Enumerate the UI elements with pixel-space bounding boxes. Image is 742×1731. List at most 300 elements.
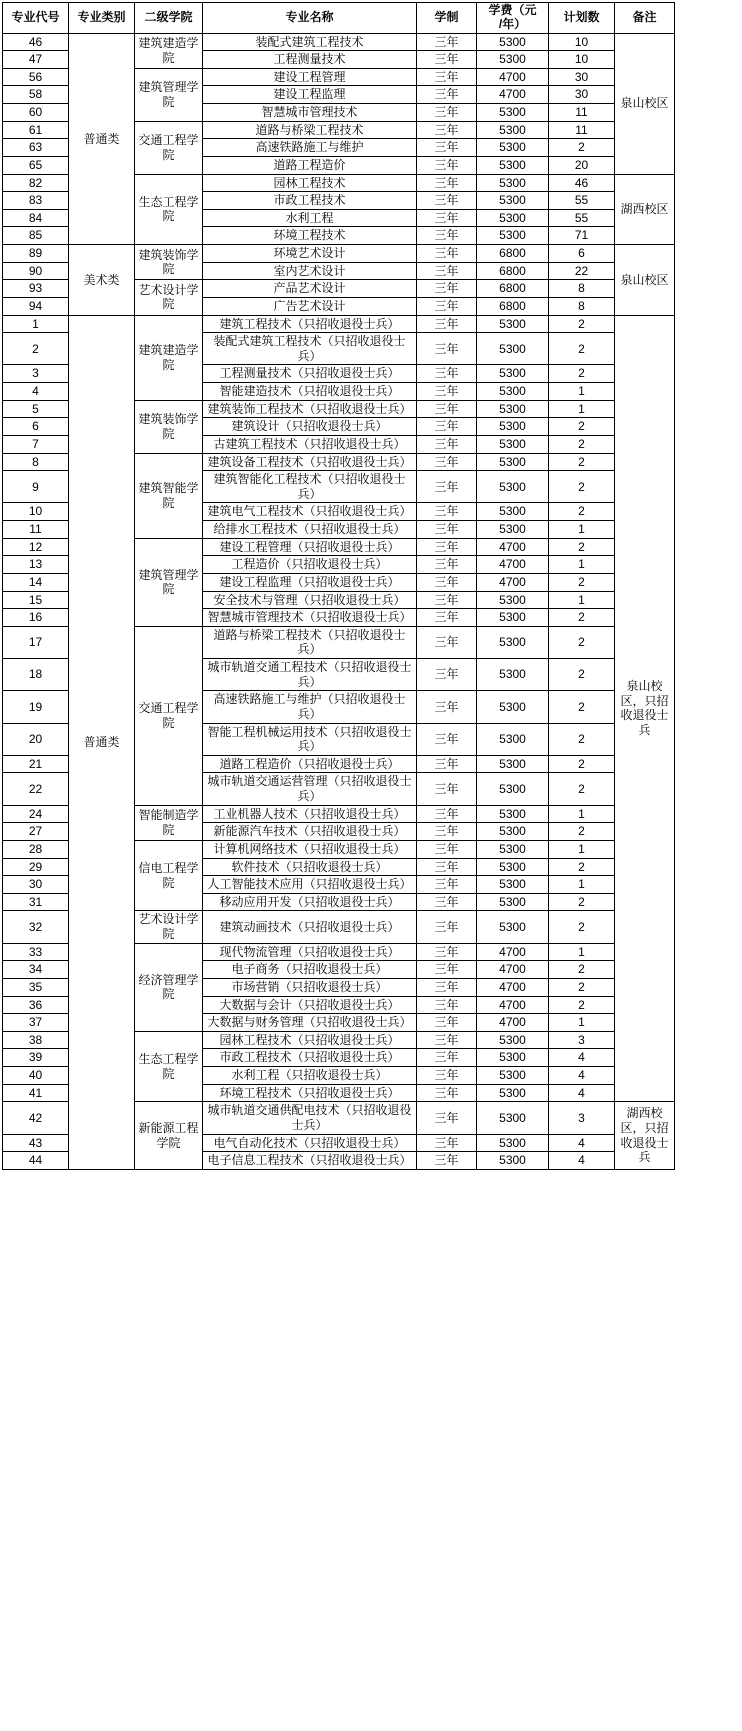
cell-major-name: 人工智能技术应用（只招收退役士兵） (203, 876, 417, 894)
cell-plan-quota: 22 (549, 262, 615, 280)
cell-schooling-years: 三年 (417, 1014, 477, 1032)
cell-tuition-fee: 5300 (477, 209, 549, 227)
cell-tuition-fee: 5300 (477, 471, 549, 503)
cell-tuition-fee: 5300 (477, 755, 549, 773)
cell-schooling-years: 三年 (417, 86, 477, 104)
cell-major-name: 环境工程技术 (203, 227, 417, 245)
cell-major-name: 水利工程（只招收退役士兵） (203, 1067, 417, 1085)
cell-tuition-fee: 4700 (477, 556, 549, 574)
cell-major-code: 58 (3, 86, 69, 104)
cell-plan-quota: 2 (549, 978, 615, 996)
cell-major-code: 5 (3, 400, 69, 418)
cell-tuition-fee: 5300 (477, 1084, 549, 1102)
cell-schooling-years: 三年 (417, 209, 477, 227)
cell-tuition-fee: 5300 (477, 893, 549, 911)
cell-major-name: 工程造价（只招收退役士兵） (203, 556, 417, 574)
cell-tuition-fee: 5300 (477, 805, 549, 823)
header-tuition-line1: 学费（元 (488, 3, 537, 17)
cell-plan-quota: 1 (549, 400, 615, 418)
cell-major-name: 建筑工程技术（只招收退役士兵） (203, 315, 417, 333)
cell-major-code: 34 (3, 961, 69, 979)
cell-plan-quota: 6 (549, 245, 615, 263)
cell-schooling-years: 三年 (417, 121, 477, 139)
cell-major-code: 56 (3, 68, 69, 86)
cell-schooling-years: 三年 (417, 174, 477, 192)
cell-major-code: 3 (3, 365, 69, 383)
cell-major-code: 61 (3, 121, 69, 139)
cell-tuition-fee: 5300 (477, 723, 549, 755)
cell-major-code: 93 (3, 280, 69, 298)
cell-major-code: 12 (3, 538, 69, 556)
cell-tuition-fee: 5300 (477, 121, 549, 139)
cell-tuition-fee: 5300 (477, 840, 549, 858)
cell-tuition-fee: 5300 (477, 876, 549, 894)
cell-plan-quota: 1 (549, 1014, 615, 1032)
cell-secondary-college: 艺术设计学院 (135, 911, 203, 943)
cell-schooling-years: 三年 (417, 659, 477, 691)
cell-secondary-college: 智能制造学院 (135, 805, 203, 840)
cell-plan-quota: 4 (549, 1084, 615, 1102)
cell-plan-quota: 10 (549, 33, 615, 51)
cell-schooling-years: 三年 (417, 943, 477, 961)
cell-secondary-college: 建筑管理学院 (135, 68, 203, 121)
cell-major-code: 15 (3, 591, 69, 609)
cell-tuition-fee: 5300 (477, 227, 549, 245)
cell-plan-quota: 2 (549, 823, 615, 841)
header-tuition-fee (477, 3, 549, 34)
cell-major-name: 建筑电气工程技术（只招收退役士兵） (203, 503, 417, 521)
cell-schooling-years: 三年 (417, 691, 477, 723)
cell-major-code: 37 (3, 1014, 69, 1032)
cell-major-name: 环境工程技术（只招收退役士兵） (203, 1084, 417, 1102)
cell-secondary-college: 交通工程学院 (135, 121, 203, 174)
cell-major-code: 42 (3, 1102, 69, 1134)
cell-schooling-years: 三年 (417, 51, 477, 69)
admission-plan-table (2, 2, 675, 1170)
cell-major-code: 44 (3, 1152, 69, 1170)
cell-major-code: 18 (3, 659, 69, 691)
cell-tuition-fee: 4700 (477, 68, 549, 86)
cell-major-name: 智慧城市管理技术（只招收退役士兵） (203, 609, 417, 627)
cell-major-name: 道路与桥梁工程技术 (203, 121, 417, 139)
cell-plan-quota: 8 (549, 297, 615, 315)
cell-schooling-years: 三年 (417, 139, 477, 157)
cell-major-name: 高速铁路施工与维护（只招收退役士兵） (203, 691, 417, 723)
cell-schooling-years: 三年 (417, 556, 477, 574)
cell-tuition-fee: 5300 (477, 911, 549, 943)
cell-schooling-years: 三年 (417, 1102, 477, 1134)
cell-schooling-years: 三年 (417, 245, 477, 263)
header-plan-quota: 计划数 (549, 3, 615, 34)
table-body (3, 33, 675, 1169)
cell-major-name: 工程测量技术（只招收退役士兵） (203, 365, 417, 383)
cell-major-code: 9 (3, 471, 69, 503)
cell-major-code: 21 (3, 755, 69, 773)
cell-plan-quota: 2 (549, 691, 615, 723)
cell-schooling-years: 三年 (417, 280, 477, 298)
cell-plan-quota: 3 (549, 1102, 615, 1134)
cell-major-code: 28 (3, 840, 69, 858)
cell-plan-quota: 2 (549, 418, 615, 436)
cell-secondary-college: 建筑建造学院 (135, 33, 203, 68)
cell-major-name: 市政工程技术（只招收退役士兵） (203, 1049, 417, 1067)
cell-secondary-college: 生态工程学院 (135, 1031, 203, 1102)
cell-major-name: 高速铁路施工与维护 (203, 139, 417, 157)
cell-schooling-years: 三年 (417, 33, 477, 51)
cell-secondary-college: 建筑建造学院 (135, 315, 203, 400)
cell-plan-quota: 2 (549, 723, 615, 755)
cell-tuition-fee: 5300 (477, 418, 549, 436)
cell-major-code: 32 (3, 911, 69, 943)
cell-major-code: 85 (3, 227, 69, 245)
cell-plan-quota: 2 (549, 961, 615, 979)
cell-tuition-fee: 5300 (477, 383, 549, 401)
table-header (3, 3, 675, 34)
cell-major-name: 建设工程管理（只招收退役士兵） (203, 538, 417, 556)
cell-plan-quota: 46 (549, 174, 615, 192)
cell-plan-quota: 4 (549, 1152, 615, 1170)
cell-major-code: 10 (3, 503, 69, 521)
cell-plan-quota: 4 (549, 1067, 615, 1085)
cell-schooling-years: 三年 (417, 297, 477, 315)
cell-schooling-years: 三年 (417, 400, 477, 418)
cell-tuition-fee: 5300 (477, 823, 549, 841)
cell-schooling-years: 三年 (417, 626, 477, 658)
cell-schooling-years: 三年 (417, 365, 477, 383)
cell-secondary-college: 交通工程学院 (135, 626, 203, 805)
cell-schooling-years: 三年 (417, 773, 477, 805)
cell-secondary-college: 经济管理学院 (135, 943, 203, 1031)
cell-plan-quota: 2 (549, 626, 615, 658)
cell-schooling-years: 三年 (417, 383, 477, 401)
cell-tuition-fee: 5300 (477, 51, 549, 69)
cell-schooling-years: 三年 (417, 1067, 477, 1085)
cell-schooling-years: 三年 (417, 609, 477, 627)
cell-major-name: 古建筑工程技术（只招收退役士兵） (203, 435, 417, 453)
cell-major-code: 40 (3, 1067, 69, 1085)
cell-major-name: 现代物流管理（只招收退役士兵） (203, 943, 417, 961)
cell-plan-quota: 20 (549, 156, 615, 174)
cell-schooling-years: 三年 (417, 1152, 477, 1170)
cell-major-category: 普通类 (69, 33, 135, 245)
cell-plan-quota: 4 (549, 1049, 615, 1067)
cell-major-category: 普通类 (69, 315, 135, 1169)
cell-schooling-years: 三年 (417, 591, 477, 609)
cell-major-code: 43 (3, 1134, 69, 1152)
cell-major-name: 电子商务（只招收退役士兵） (203, 961, 417, 979)
cell-major-name: 环境艺术设计 (203, 245, 417, 263)
cell-schooling-years: 三年 (417, 996, 477, 1014)
cell-major-code: 14 (3, 573, 69, 591)
cell-major-code: 27 (3, 823, 69, 841)
cell-major-code: 89 (3, 245, 69, 263)
cell-major-name: 产品艺术设计 (203, 280, 417, 298)
cell-major-code: 41 (3, 1084, 69, 1102)
cell-plan-quota: 2 (549, 435, 615, 453)
header-row (3, 3, 675, 34)
cell-tuition-fee: 5300 (477, 1102, 549, 1134)
cell-tuition-fee: 5300 (477, 659, 549, 691)
cell-plan-quota: 2 (549, 773, 615, 805)
cell-tuition-fee: 4700 (477, 573, 549, 591)
cell-major-name: 室内艺术设计 (203, 262, 417, 280)
cell-major-code: 29 (3, 858, 69, 876)
cell-tuition-fee: 5300 (477, 33, 549, 51)
cell-tuition-fee: 5300 (477, 365, 549, 383)
cell-major-name: 软件技术（只招收退役士兵） (203, 858, 417, 876)
cell-schooling-years: 三年 (417, 156, 477, 174)
cell-tuition-fee: 6800 (477, 297, 549, 315)
cell-secondary-college: 建筑装饰学院 (135, 245, 203, 280)
cell-major-name: 建筑设计（只招收退役士兵） (203, 418, 417, 436)
cell-remark: 泉山校区 (615, 33, 675, 174)
cell-major-name: 道路与桥梁工程技术（只招收退役士兵） (203, 626, 417, 658)
cell-major-name: 城市轨道交通运营管理（只招收退役士兵） (203, 773, 417, 805)
cell-major-name: 工程测量技术 (203, 51, 417, 69)
table-row (3, 33, 675, 51)
cell-major-name: 城市轨道交通工程技术（只招收退役士兵） (203, 659, 417, 691)
cell-major-code: 24 (3, 805, 69, 823)
table-row (3, 245, 675, 263)
cell-schooling-years: 三年 (417, 227, 477, 245)
cell-tuition-fee: 4700 (477, 978, 549, 996)
cell-plan-quota: 2 (549, 573, 615, 591)
cell-secondary-college: 新能源工程学院 (135, 1102, 203, 1170)
cell-schooling-years: 三年 (417, 418, 477, 436)
cell-plan-quota: 2 (549, 858, 615, 876)
cell-major-name: 智能建造技术（只招收退役士兵） (203, 383, 417, 401)
cell-major-name: 建筑设备工程技术（只招收退役士兵） (203, 453, 417, 471)
cell-schooling-years: 三年 (417, 538, 477, 556)
cell-major-name: 智能工程机械运用技术（只招收退役士兵） (203, 723, 417, 755)
cell-secondary-college: 建筑管理学院 (135, 538, 203, 626)
cell-major-code: 19 (3, 691, 69, 723)
cell-tuition-fee: 5300 (477, 1031, 549, 1049)
cell-plan-quota: 1 (549, 840, 615, 858)
cell-remark: 湖西校区 (615, 174, 675, 245)
cell-tuition-fee: 5300 (477, 104, 549, 122)
cell-major-name: 建设工程管理 (203, 68, 417, 86)
header-major-code: 专业代号 (3, 3, 69, 34)
cell-plan-quota: 2 (549, 139, 615, 157)
cell-plan-quota: 55 (549, 209, 615, 227)
cell-major-code: 83 (3, 192, 69, 210)
cell-major-code: 20 (3, 723, 69, 755)
cell-schooling-years: 三年 (417, 723, 477, 755)
cell-major-code: 60 (3, 104, 69, 122)
cell-plan-quota: 2 (549, 453, 615, 471)
cell-plan-quota: 2 (549, 503, 615, 521)
cell-schooling-years: 三年 (417, 315, 477, 333)
cell-tuition-fee: 5300 (477, 591, 549, 609)
cell-plan-quota: 2 (549, 365, 615, 383)
cell-major-name: 装配式建筑工程技术（只招收退役士兵） (203, 333, 417, 365)
cell-schooling-years: 三年 (417, 858, 477, 876)
cell-major-name: 建筑装饰工程技术（只招收退役士兵） (203, 400, 417, 418)
cell-major-name: 给排水工程技术（只招收退役士兵） (203, 521, 417, 539)
cell-secondary-college: 艺术设计学院 (135, 280, 203, 315)
cell-schooling-years: 三年 (417, 876, 477, 894)
cell-major-code: 8 (3, 453, 69, 471)
cell-major-name: 城市轨道交通供配电技术（只招收退役士兵） (203, 1102, 417, 1134)
cell-plan-quota: 2 (549, 996, 615, 1014)
cell-major-name: 市政工程技术 (203, 192, 417, 210)
cell-tuition-fee: 5300 (477, 691, 549, 723)
cell-tuition-fee: 5300 (477, 1067, 549, 1085)
cell-secondary-college: 信电工程学院 (135, 840, 203, 911)
cell-schooling-years: 三年 (417, 471, 477, 503)
cell-plan-quota: 1 (549, 943, 615, 961)
cell-major-name: 道路工程造价（只招收退役士兵） (203, 755, 417, 773)
cell-tuition-fee: 5300 (477, 609, 549, 627)
cell-plan-quota: 1 (549, 591, 615, 609)
cell-tuition-fee: 5300 (477, 174, 549, 192)
cell-schooling-years: 三年 (417, 978, 477, 996)
cell-secondary-college: 建筑装饰学院 (135, 400, 203, 453)
cell-tuition-fee: 5300 (477, 139, 549, 157)
cell-tuition-fee: 4700 (477, 961, 549, 979)
cell-major-code: 94 (3, 297, 69, 315)
cell-major-name: 大数据与财务管理（只招收退役士兵） (203, 1014, 417, 1032)
cell-schooling-years: 三年 (417, 911, 477, 943)
cell-tuition-fee: 5300 (477, 521, 549, 539)
cell-plan-quota: 2 (549, 471, 615, 503)
cell-major-code: 22 (3, 773, 69, 805)
header-tuition-line2: /年） (498, 16, 527, 31)
cell-tuition-fee: 5300 (477, 1152, 549, 1170)
cell-major-code: 35 (3, 978, 69, 996)
cell-schooling-years: 三年 (417, 333, 477, 365)
cell-major-code: 13 (3, 556, 69, 574)
cell-schooling-years: 三年 (417, 521, 477, 539)
cell-tuition-fee: 5300 (477, 858, 549, 876)
cell-major-code: 36 (3, 996, 69, 1014)
cell-major-name: 新能源汽车技术（只招收退役士兵） (203, 823, 417, 841)
cell-major-name: 道路工程造价 (203, 156, 417, 174)
cell-schooling-years: 三年 (417, 68, 477, 86)
cell-major-code: 31 (3, 893, 69, 911)
cell-plan-quota: 2 (549, 315, 615, 333)
cell-major-code: 11 (3, 521, 69, 539)
cell-tuition-fee: 4700 (477, 1014, 549, 1032)
cell-tuition-fee: 4700 (477, 943, 549, 961)
cell-plan-quota: 1 (549, 876, 615, 894)
cell-major-name: 园林工程技术 (203, 174, 417, 192)
cell-plan-quota: 2 (549, 609, 615, 627)
cell-major-name: 建设工程监理（只招收退役士兵） (203, 573, 417, 591)
cell-major-name: 建设工程监理 (203, 86, 417, 104)
cell-schooling-years: 三年 (417, 1134, 477, 1152)
cell-major-name: 建筑智能化工程技术（只招收退役士兵） (203, 471, 417, 503)
cell-remark: 泉山校区 (615, 245, 675, 316)
cell-major-name: 大数据与会计（只招收退役士兵） (203, 996, 417, 1014)
header-schooling-years: 学制 (417, 3, 477, 34)
cell-tuition-fee: 5300 (477, 156, 549, 174)
cell-major-code: 4 (3, 383, 69, 401)
cell-plan-quota: 2 (549, 333, 615, 365)
cell-major-code: 84 (3, 209, 69, 227)
cell-major-code: 47 (3, 51, 69, 69)
cell-remark: 湖西校区，只招收退役士兵 (615, 1102, 675, 1170)
cell-tuition-fee: 6800 (477, 245, 549, 263)
cell-plan-quota: 10 (549, 51, 615, 69)
cell-major-name: 建筑动画技术（只招收退役士兵） (203, 911, 417, 943)
cell-schooling-years: 三年 (417, 805, 477, 823)
cell-tuition-fee: 5300 (477, 400, 549, 418)
cell-schooling-years: 三年 (417, 755, 477, 773)
cell-schooling-years: 三年 (417, 823, 477, 841)
cell-plan-quota: 4 (549, 1134, 615, 1152)
cell-major-code: 39 (3, 1049, 69, 1067)
cell-schooling-years: 三年 (417, 961, 477, 979)
cell-major-code: 1 (3, 315, 69, 333)
cell-plan-quota: 1 (549, 383, 615, 401)
cell-schooling-years: 三年 (417, 893, 477, 911)
cell-plan-quota: 1 (549, 521, 615, 539)
cell-schooling-years: 三年 (417, 1049, 477, 1067)
cell-plan-quota: 3 (549, 1031, 615, 1049)
cell-major-name: 水利工程 (203, 209, 417, 227)
cell-tuition-fee: 5300 (477, 192, 549, 210)
cell-tuition-fee: 4700 (477, 996, 549, 1014)
cell-tuition-fee: 5300 (477, 503, 549, 521)
cell-major-name: 移动应用开发（只招收退役士兵） (203, 893, 417, 911)
header-secondary-college: 二级学院 (135, 3, 203, 34)
cell-schooling-years: 三年 (417, 573, 477, 591)
cell-tuition-fee: 4700 (477, 86, 549, 104)
cell-plan-quota: 2 (549, 911, 615, 943)
cell-major-code: 46 (3, 33, 69, 51)
cell-plan-quota: 2 (549, 755, 615, 773)
cell-major-name: 计算机网络技术（只招收退役士兵） (203, 840, 417, 858)
header-remark: 备注 (615, 3, 675, 34)
cell-major-code: 16 (3, 609, 69, 627)
cell-tuition-fee: 5300 (477, 626, 549, 658)
cell-plan-quota: 30 (549, 68, 615, 86)
cell-plan-quota: 8 (549, 280, 615, 298)
cell-major-name: 广告艺术设计 (203, 297, 417, 315)
header-major-name: 专业名称 (203, 3, 417, 34)
cell-major-code: 30 (3, 876, 69, 894)
cell-major-name: 安全技术与管理（只招收退役士兵） (203, 591, 417, 609)
table-row (3, 315, 675, 333)
cell-schooling-years: 三年 (417, 435, 477, 453)
cell-major-code: 65 (3, 156, 69, 174)
cell-major-code: 7 (3, 435, 69, 453)
cell-tuition-fee: 5300 (477, 453, 549, 471)
cell-plan-quota: 71 (549, 227, 615, 245)
cell-remark: 泉山校区，只招收退役士兵 (615, 315, 675, 1102)
cell-schooling-years: 三年 (417, 262, 477, 280)
cell-secondary-college: 生态工程学院 (135, 174, 203, 245)
cell-tuition-fee: 5300 (477, 435, 549, 453)
cell-major-name: 装配式建筑工程技术 (203, 33, 417, 51)
cell-major-name: 智慧城市管理技术 (203, 104, 417, 122)
cell-tuition-fee: 5300 (477, 773, 549, 805)
cell-major-category: 美术类 (69, 245, 135, 316)
cell-secondary-college: 建筑智能学院 (135, 453, 203, 538)
cell-plan-quota: 2 (549, 659, 615, 691)
cell-major-name: 电子信息工程技术（只招收退役士兵） (203, 1152, 417, 1170)
cell-major-code: 63 (3, 139, 69, 157)
cell-tuition-fee: 5300 (477, 333, 549, 365)
cell-tuition-fee: 6800 (477, 262, 549, 280)
cell-schooling-years: 三年 (417, 453, 477, 471)
cell-tuition-fee: 4700 (477, 538, 549, 556)
cell-tuition-fee: 6800 (477, 280, 549, 298)
cell-major-name: 电气自动化技术（只招收退役士兵） (203, 1134, 417, 1152)
cell-major-code: 6 (3, 418, 69, 436)
